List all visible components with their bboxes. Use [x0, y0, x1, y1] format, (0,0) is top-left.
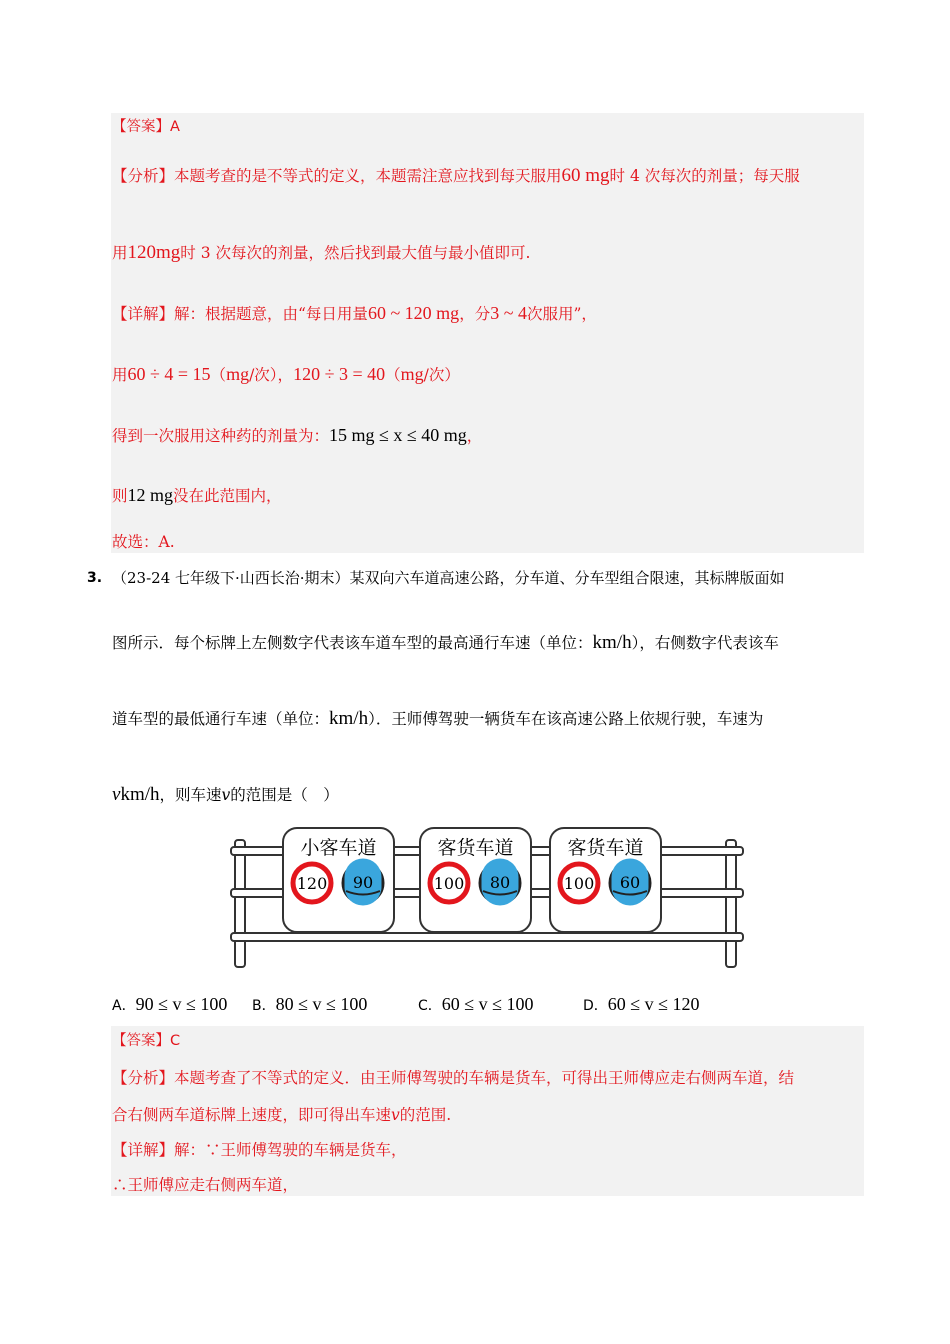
- option-b[interactable]: [252, 994, 367, 1015]
- q3-analysis-text: 的范围.: [399, 1106, 452, 1124]
- q3-line2: [112, 633, 779, 653]
- option-d[interactable]: [583, 994, 700, 1015]
- q2-detail-text: /次）: [423, 366, 460, 384]
- option-expr: 90 ≤ v ≤ 100: [135, 994, 228, 1014]
- q2-detail-text: （: [210, 366, 227, 384]
- q3-answer: 【答案】C: [112, 1033, 181, 1049]
- q3-math: v: [112, 784, 121, 805]
- max-speed-value: 100: [433, 874, 465, 893]
- q2-analysis-text: 时 4 次每次的剂量；每天服: [609, 167, 800, 185]
- q2-detail-math: 60 ÷ 4 = 15: [127, 364, 211, 384]
- option-a[interactable]: [112, 994, 227, 1015]
- q3-math: km/h: [329, 708, 369, 729]
- sign-3: [550, 828, 661, 932]
- q2-detail-text: ，分: [459, 305, 491, 323]
- min-speed-value: 80: [489, 873, 511, 892]
- q2-analysis-text: 用: [112, 244, 128, 262]
- q2-detail-math: 15 mg ≤ x ≤ 40 mg: [329, 425, 467, 445]
- q2-detail-line2: [112, 364, 460, 385]
- q2-detail-text: 得到一次服用这种药的剂量为：: [112, 427, 330, 445]
- q2-analysis-line1: [112, 166, 800, 186]
- min-speed-value: 90: [352, 873, 374, 892]
- q2-detail-text: ，: [466, 427, 483, 445]
- q3-analysis-line1: 【分析】本题考查了不等式的定义．由王师傅驾驶的车辆是货车，可得出王师傅应走右侧两车道，结: [112, 1069, 795, 1087]
- q3-detail-line2: ∴王师傅应走右侧两车道，: [112, 1176, 299, 1194]
- option-expr: 80 ≤ v ≤ 100: [275, 994, 368, 1014]
- option-c[interactable]: [418, 994, 534, 1015]
- q3-analysis-text: 合右侧两车道标牌上速度，即可得出车速: [112, 1106, 392, 1124]
- option-label: B．: [252, 998, 276, 1014]
- q3-text: ，则车速: [159, 786, 222, 804]
- option-label: C．: [418, 998, 442, 1014]
- q3-text: 的范围是（ ）: [230, 786, 339, 804]
- post-left: [235, 840, 245, 967]
- max-speed-value: 100: [563, 874, 595, 893]
- q3-line3: [112, 709, 763, 729]
- q2-detail-text: （: [385, 366, 401, 384]
- q3-text: 道车型的最低通行车速（单位：: [112, 710, 330, 728]
- sign-1: [283, 828, 394, 932]
- option-expr: 60 ≤ v ≤ 120: [607, 994, 700, 1014]
- q3-line1: （23-24 七年级下·山西长治·期末）某双向六车道高速公路，分车道、分车型组合限速，其标牌版面如: [112, 569, 785, 587]
- q2-answer: 【答案】A: [112, 119, 180, 135]
- rail: [231, 933, 743, 941]
- q2-detail-line5: 故选：A.: [112, 533, 175, 551]
- speed-sign-figure: [228, 825, 748, 973]
- q2-detail-text: /次），: [249, 366, 294, 384]
- q3-analysis-line2: [112, 1105, 451, 1125]
- q2-detail-math: 120 ÷ 3 = 40: [293, 364, 386, 384]
- q2-analysis-math: 120mg: [127, 242, 181, 263]
- q2-detail-line1: [112, 303, 597, 324]
- q3-number: 3.: [87, 570, 103, 586]
- q3-text: 图所示．每个标牌上左侧数字代表该车道车型的最高通行车速（单位：: [112, 634, 593, 652]
- q2-detail-text: 用: [112, 366, 128, 384]
- q2-detail-math: mg: [400, 364, 424, 384]
- q2-analysis-text: 时 3 次每次的剂量，然后找到最大值与最小值即可.: [180, 244, 531, 262]
- q2-detail-math: mg: [226, 364, 250, 384]
- q3-line4: [112, 785, 339, 805]
- option-label: D．: [583, 998, 608, 1014]
- q2-detail-text: 次服用”，: [526, 305, 597, 323]
- sign-2: [420, 828, 531, 932]
- q3-text: ），右侧数字代表该车: [631, 634, 779, 652]
- q2-detail-text: 则: [112, 487, 128, 505]
- q2-analysis-text: 【分析】本题考查的是不等式的定义，本题需注意应找到每天服用: [112, 167, 562, 185]
- q3-text: ）．王师傅驾驶一辆货车在该高速公路上依规行驶，车速为: [368, 710, 764, 728]
- q2-detail-math: 12 mg: [127, 485, 174, 505]
- q3-math: km/h: [592, 632, 632, 653]
- q2-analysis-math: 60 mg: [561, 165, 610, 186]
- option-expr: 60 ≤ v ≤ 100: [441, 994, 534, 1014]
- max-speed-value: 120: [296, 874, 328, 893]
- q2-detail-math: 3 ~ 4: [490, 303, 527, 323]
- sign-title: 客货车道: [567, 837, 644, 859]
- q2-analysis-line2: [112, 243, 530, 263]
- sign-title: 客货车道: [437, 837, 514, 859]
- sign-title: 小客车道: [300, 837, 377, 859]
- q3-math: v: [221, 786, 231, 804]
- q3-math: km/h: [120, 784, 160, 805]
- q3-analysis-math: v: [391, 1106, 400, 1124]
- min-speed-value: 60: [619, 873, 641, 892]
- option-label: A．: [112, 998, 136, 1014]
- q2-detail-text: 没在此范围内，: [173, 487, 282, 505]
- post-right: [726, 840, 736, 967]
- q2-detail-text: 【详解】解：根据题意，由“每日用量: [112, 305, 368, 323]
- q3-detail-line1: 【详解】解：∵王师傅驾驶的车辆是货车，: [112, 1141, 407, 1159]
- q2-detail-math: 60 ~ 120 mg: [367, 303, 460, 323]
- q2-detail-line4: [112, 485, 282, 506]
- q2-detail-line3: [112, 425, 482, 446]
